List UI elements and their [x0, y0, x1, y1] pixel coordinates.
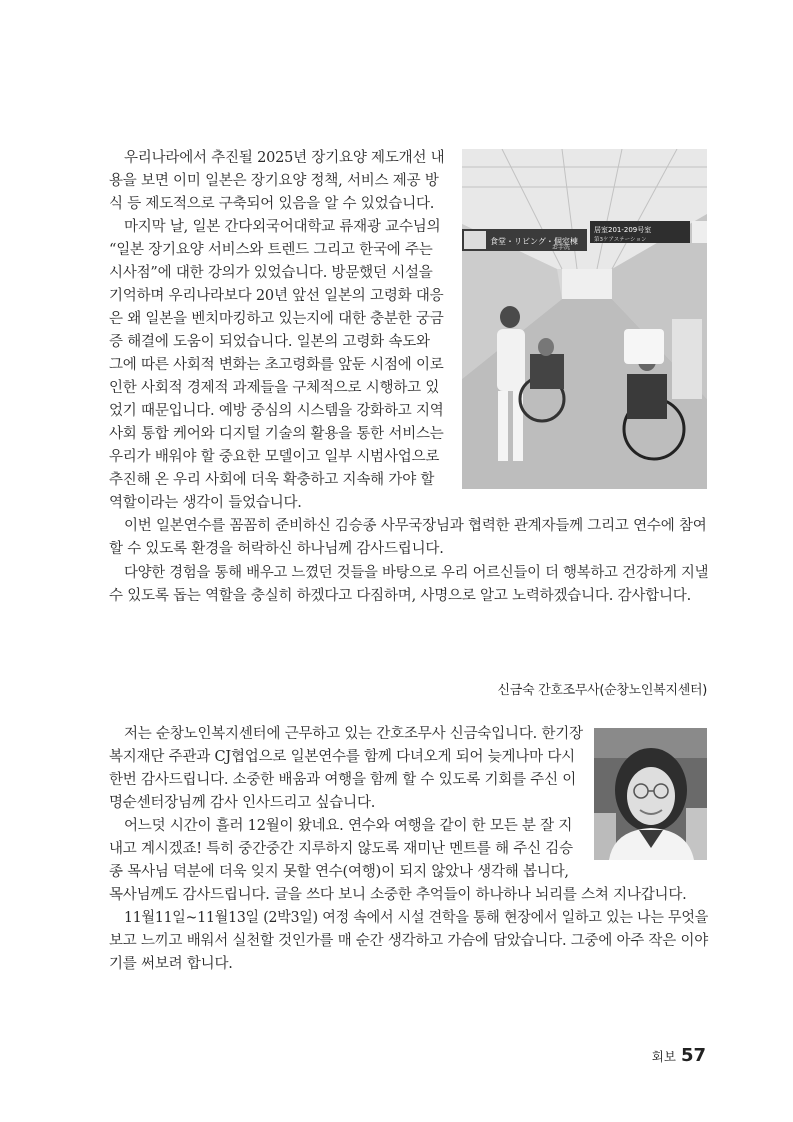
sign-text: お手洗 [552, 244, 571, 251]
paragraph-line: 기를 써보려 합니다. [109, 956, 233, 972]
paragraph-line: 수 있도록 돕는 역할을 충실히 하겠다고 다짐하며, 사명으로 알고 노력하겠습니다. 감사합니다. [109, 588, 691, 604]
author-byline: 신금숙 간호조무사(순창노인복지센터) [497, 683, 707, 698]
paragraph-line: 마지막 날, 일본 간다외국어대학교 류재광 교수님의 [124, 219, 441, 235]
paragraph-line: 우리가 배워야 할 중요한 모델이고 일부 시범사업으로 [109, 449, 440, 465]
publication-label: 회보 [651, 1049, 676, 1064]
paragraph-line: 식 등 제도적으로 구축되어 있음을 알 수 있었습니다. [109, 196, 435, 212]
paragraph-line: 시사점”에 대한 강의가 있었습니다. 방문했던 시설을 [109, 265, 433, 281]
author-portrait [594, 728, 707, 860]
sign-text: 第3ケアステーション [594, 237, 647, 243]
paragraph-line: 보고 느끼고 배워서 실천할 것인가를 매 순간 생각하고 가슴에 담았습니다. 그중에 아주 작은 이야 [109, 933, 709, 949]
paragraph-line: 이번 일본연수를 꼼꼼히 준비하신 김승종 사무국장님과 협력한 관계자들께 그리고 연수에 참여 [124, 518, 707, 534]
paragraph-line: 사회 통합 케어와 디지털 기술의 활용을 통한 서비스는 [109, 426, 444, 442]
paragraph-line: 었기 때문입니다. 예방 중심의 시스템을 강화하고 지역 [109, 403, 444, 419]
paragraph-line: 용을 보면 이미 일본은 장기요양 정책, 서비스 제공 방 [109, 173, 439, 189]
paragraph-line: 다양한 경험을 통해 배우고 느꼈던 것들을 바탕으로 우리 어르신들이 더 행복하고 건강하게 지낼 [124, 565, 709, 581]
paragraph-line: 그에 따른 사회적 변화는 초고령화를 앞둔 시점에 이로 [109, 357, 444, 373]
sign-text: 居室201-209号室 [594, 226, 652, 234]
paragraph-line: 종 목사님 덕분에 더욱 잊지 못할 연수(여행)이 되지 않았나 생각해 봅니다, [109, 864, 569, 880]
paragraph-line: 우리나라에서 추진될 2025년 장기요양 제도개선 내 [124, 150, 445, 166]
paragraph-line: 은 왜 일본을 벤치마킹하고 있는지에 대한 충분한 궁금 [109, 311, 444, 327]
paragraph-line: 저는 순창노인복지센터에 근무하고 있는 간호조무사 신금숙입니다. 한기장 [124, 726, 583, 742]
page-footer [652, 1045, 706, 1066]
sign-text: 食堂・リビング・個室棟 [490, 237, 578, 246]
paragraph-line: 명순센터장님께 감사 인사드리고 싶습니다. [109, 795, 376, 811]
paragraph-line: 할 수 있도록 환경을 허락하신 하나님께 감사드립니다. [109, 541, 444, 557]
paragraph-line: 어느덧 시간이 흘러 12월이 왔네요. 연수와 여행을 같이 한 모든 분 잘 지 [124, 818, 573, 834]
paragraph-line: 인한 사회적 경제적 과제들을 구체적으로 시행하고 있 [109, 380, 440, 396]
paragraph-line: “일본 장기요양 서비스와 트렌드 그리고 한국에 주는 [109, 242, 433, 258]
paragraph-line: 역할이라는 생각이 들었습니다. [109, 495, 302, 511]
page-number: 57 [680, 1045, 706, 1066]
paragraph-line: 내고 계시겠죠! 특히 중간중간 지루하지 않도록 재미난 멘트를 해 주신 김승 [109, 841, 573, 857]
paragraph-line: 추진해 온 우리 사회에 더욱 확충하고 지속해 가야 할 [109, 472, 435, 488]
paragraph-line: 목사님께도 감사드립니다. 글을 쓰다 보니 소중한 추억들이 하나하나 뇌리를 스쳐 지나갑니다. [109, 887, 687, 903]
paragraph-line: 한번 감사드립니다. 소중한 배움과 여행을 함께 할 수 있도록 기회를 주신 이 [109, 772, 577, 788]
paragraph-line: 증 해결에 도움이 되었습니다. 일본의 고령화 속도와 [109, 334, 430, 350]
paragraph-line: 기억하며 우리나라보다 20년 앞선 일본의 고령화 대응 [109, 288, 444, 304]
care-facility-photo [462, 149, 707, 489]
paragraph-line: 복지재단 주관과 CJ협업으로 일본연수를 함께 다녀오게 되어 늦게나마 다시 [109, 749, 575, 765]
paragraph-line: 11월11일~11월13일 (2박3일) 여정 속에서 시설 견학을 통해 현장에서 일하고 있는 나는 무엇을 [124, 910, 709, 926]
